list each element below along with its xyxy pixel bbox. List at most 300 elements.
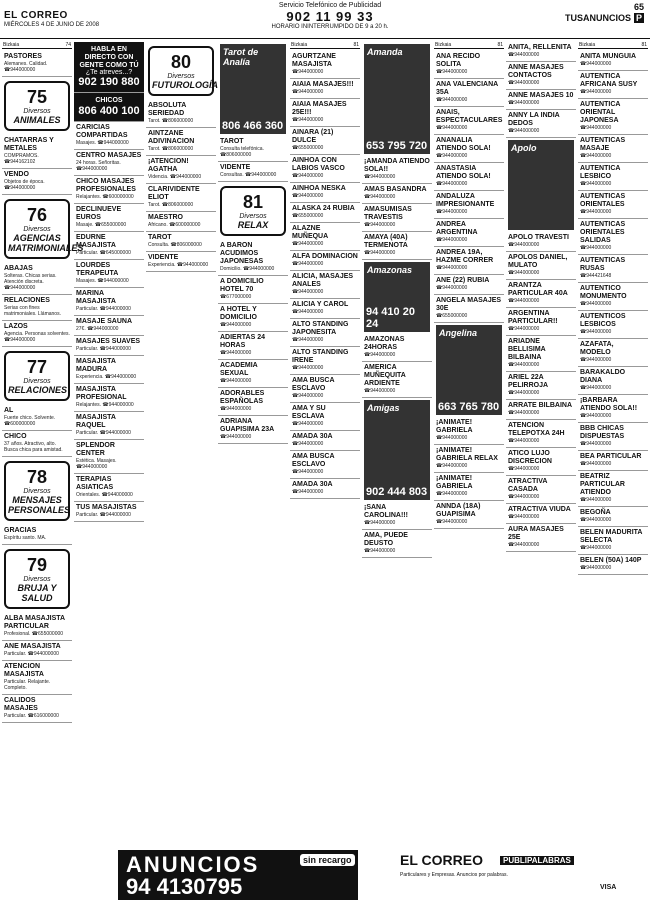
ad-body: ☎944000000 — [292, 193, 324, 199]
classified-ad — [74, 502, 144, 522]
ad-title: ALTO STANDING IRENE — [292, 349, 349, 364]
ad-body: Objetos de época. ☎944000000 — [4, 179, 45, 191]
classified-ad — [74, 232, 144, 260]
ad-title: AUTENTICA AFRICANA SUSY — [580, 73, 638, 88]
ad-body: Experiencia. ☎944000000 — [148, 262, 209, 268]
ad-body: ☎944000000 — [580, 441, 612, 447]
ad-title: CALIDOS MASAJES — [4, 697, 38, 712]
classified-ad — [218, 276, 288, 304]
ad-body: 37 años. Atractivo, alto. Busca chica para amistad. — [4, 441, 63, 453]
classified-ad — [434, 191, 504, 219]
ad-body: ☎944000000 — [436, 153, 468, 159]
classified-ad — [434, 247, 504, 275]
classified-ad — [74, 288, 144, 316]
ad-body: ☎944000000 — [292, 441, 324, 447]
classified-ad — [2, 321, 72, 347]
classified-ad — [146, 212, 216, 232]
ad-title: ANDREA 19A, HAZME CORRER — [436, 249, 494, 264]
ad-title: AINTZANE ADIVINACION — [148, 130, 195, 145]
ad-title: ARIEL 22A PELIRROJA — [508, 374, 549, 389]
category-box — [4, 461, 70, 521]
photo-ad-label: Apolo — [511, 143, 537, 153]
classified-ad — [434, 51, 504, 79]
category-box — [148, 46, 218, 96]
photo-ad-label: Tarot de Analía — [223, 47, 259, 67]
ad-body: Africano. ☎600000000 — [148, 222, 201, 228]
classified-ad — [506, 232, 576, 252]
ad-body: Consultas. ☎944000000 — [220, 172, 277, 178]
ad-title: ARRATE BILBAINA — [508, 402, 573, 409]
photo-ad-phone: 663 765 780 — [438, 401, 500, 413]
ad-title: VIDENTE — [148, 254, 179, 261]
ad-title: AMA BUSCA ESCLAVO — [292, 377, 335, 392]
photo-ad-label: Amanda — [367, 47, 403, 57]
ad-title: AL — [4, 407, 14, 414]
classified-column — [362, 42, 432, 847]
classified-ad — [434, 417, 504, 445]
ad-title: ¡BARBARA ATIENDO SOLA!! — [580, 397, 638, 412]
classified-ad — [218, 416, 288, 444]
classified-ad — [218, 332, 288, 360]
display-ad — [74, 42, 144, 93]
ad-body: Masajes. ☎944000000 — [76, 278, 129, 284]
ad-title: ARANTZA PARTICULAR 40A — [508, 282, 568, 297]
classified-column — [74, 42, 144, 847]
classified-ad — [578, 507, 648, 527]
classified-ad — [506, 524, 576, 552]
ad-body: ☎944000000 — [580, 245, 612, 251]
classified-ad — [218, 240, 288, 276]
ad-body: ☎944000000 — [580, 413, 612, 419]
ad-body: ☎944000000 — [580, 181, 612, 187]
category-desc: Diversos — [23, 576, 51, 583]
classified-column — [290, 42, 360, 847]
ad-body: ☎944000000 — [220, 350, 252, 356]
classified-ad — [434, 295, 504, 323]
ad-body: ☎944000000 — [364, 352, 396, 358]
classified-ad — [290, 79, 360, 99]
ad-title: MASAJISTA MADURA — [76, 358, 116, 373]
classified-ad — [2, 431, 72, 457]
classified-ad — [578, 311, 648, 339]
classified-ad — [74, 204, 144, 232]
category-number: 80 — [170, 52, 192, 72]
sin-recargo-badge: sin recargo — [300, 854, 355, 866]
ad-body: ☎944000000 — [364, 194, 396, 200]
ad-title: MARINA MASAJISTA — [76, 290, 116, 305]
ad-body: ☎944000000 — [508, 514, 540, 520]
ad-body: ☎944000000 — [364, 250, 396, 256]
visa-logo: VISA — [600, 884, 617, 891]
ad-body: ☎944000000 — [292, 393, 324, 399]
ad-body: Tarot. ☎806000000 — [148, 118, 194, 124]
ad-title: ANITA, RELLENITA — [508, 44, 572, 51]
ad-title: TERAPIAS ASIATICAS — [76, 476, 114, 491]
ad-body: ☎944000000 — [580, 125, 612, 131]
ad-body: ☎944000000 — [364, 222, 396, 228]
ad-title: ANE MASAJISTA — [4, 643, 61, 650]
classified-ad — [2, 51, 72, 77]
ad-title: AMAS BASANDRA — [364, 186, 427, 193]
ad-phone: 806 400 100 — [78, 105, 140, 117]
classified-ad — [578, 527, 648, 555]
category-name: FUTUROLOGÍA — [152, 80, 218, 90]
category-number: 79 — [26, 555, 48, 575]
ad-body: ☎944000000 — [580, 329, 612, 335]
ad-body: ☎944000000 — [220, 378, 252, 384]
ad-body: ☎944000000 — [292, 261, 324, 267]
ad-title: AURA MASAJES 25E — [508, 526, 564, 541]
ad-body: ☎944000000 — [292, 365, 324, 371]
ad-body: Particular. Relajante. Completo. — [4, 679, 51, 691]
classified-ad — [74, 440, 144, 474]
ad-body: Videncia. ☎944000000 — [148, 174, 202, 180]
classified-ad — [2, 169, 72, 195]
ad-body: ☎944000000 — [508, 362, 540, 368]
anuncios-word: ANUNCIOS — [126, 852, 260, 877]
classified-ad — [578, 255, 648, 283]
ad-title: ALTO STANDING JAPONESITA — [292, 321, 349, 336]
ad-title: ALASKA 24 RUBIA — [292, 205, 355, 212]
classified-ad — [434, 107, 504, 135]
ad-title: ANA RECIDO SOLITA — [436, 53, 481, 68]
ad-title: ATICO LUJO DISCRECION — [508, 450, 552, 465]
ad-body: ☎944000000 — [436, 237, 468, 243]
classified-ad — [290, 183, 360, 203]
ad-body: ☎944000000 — [292, 489, 324, 495]
ad-title: RELACIONES — [4, 297, 50, 304]
ad-body: ☎944000000 — [580, 461, 612, 467]
ad-body: Experiencia. ☎944000000 — [76, 374, 137, 380]
classified-ad — [506, 420, 576, 448]
classified-ad — [290, 223, 360, 251]
classified-ad — [290, 403, 360, 431]
ad-body: ☎944000000 — [436, 435, 468, 441]
ad-title: ¡ANIMATE! GABRIELA — [436, 419, 473, 434]
ad-title: ALICIA, MASAJES ANALES — [292, 273, 354, 288]
ad-title: HABLA EN DIRECTO CON GENTE COMO TÚ — [79, 46, 139, 69]
ad-title: BELEN (50A) 140P — [580, 557, 642, 564]
ad-title: DECLINUEVE EUROS — [76, 206, 122, 221]
classified-ad — [506, 280, 576, 308]
classified-ad — [506, 400, 576, 420]
ad-body: ☎944421648 — [580, 273, 612, 279]
ad-title: AMAYA (40A) TERMENOTA — [364, 234, 408, 249]
classified-ad — [2, 641, 72, 661]
category-number: 78 — [26, 467, 48, 487]
classified-ad — [74, 122, 144, 150]
ad-body: Particular. ☎616000000 — [4, 713, 59, 719]
classified-ad — [218, 388, 288, 416]
classified-ad — [290, 375, 360, 403]
column-region: Bizkaia — [291, 42, 308, 48]
ad-title: ADRIANA GUAPISIMA 23A — [220, 418, 275, 433]
service-hours: HORARIO ININTERRUMPIDO DE 9 a 20 h. — [271, 24, 389, 30]
classified-ad — [290, 431, 360, 451]
ad-body: Tarot. ☎806000000 — [148, 146, 194, 152]
ad-title: ATRACTIVA CASADA — [508, 478, 548, 493]
classified-ad — [506, 448, 576, 476]
ad-title: ANDREA ARGENTINA — [436, 221, 478, 236]
ad-title: GRACIAS — [4, 527, 37, 534]
ad-body: ☎944000000 — [436, 69, 468, 75]
ad-title: AIAIA MASAJES!!! — [292, 81, 354, 88]
ad-body: ☎944000000 — [508, 466, 540, 472]
ad-body: Profesional. ☎655000000 — [4, 631, 64, 637]
ad-title: CARICIAS COMPARTIDAS — [76, 124, 128, 139]
ad-title: AMAZONAS 24HORAS — [364, 336, 405, 351]
ad-title: BEGOÑA — [580, 509, 611, 516]
ad-body: ☎944000000 — [580, 61, 612, 67]
classified-ad — [506, 372, 576, 400]
classified-ad — [290, 127, 360, 155]
classified-ad — [506, 308, 576, 336]
classified-ad — [74, 412, 144, 440]
classified-ad — [578, 423, 648, 451]
ad-title: ALAZNE MUÑEQUA — [292, 225, 329, 240]
paper-name: EL CORREO — [4, 10, 68, 21]
category-desc: Diversos — [167, 73, 195, 80]
section-name: TUSANUNCIOS — [564, 13, 631, 23]
ad-body: COMPRAMOS. ☎944162102 — [4, 153, 39, 165]
ad-body: ☎944000000 — [436, 125, 468, 131]
ad-title: VIDENTE — [220, 164, 251, 171]
photo-ad-label: Amigas — [367, 403, 400, 413]
ad-body: ☎944000000 — [508, 298, 540, 304]
classified-column — [578, 42, 648, 847]
ad-body: Particular. ☎944000000 — [76, 306, 131, 312]
ad-title: ¡ATENCION! AGATHA — [148, 158, 189, 173]
classified-ad — [578, 367, 648, 395]
ad-body: ☎944000000 — [580, 301, 612, 307]
ad-body: Domicilio. ☎944000000 — [220, 266, 275, 272]
ad-title: ANNE MASAJES CONTACTOS — [508, 64, 564, 79]
footer-subtext: Particulares y Empresas. Anuncios por palabras. — [400, 872, 508, 878]
classified-ad — [578, 451, 648, 471]
category-number: 77 — [26, 357, 48, 377]
classified-ad — [74, 474, 144, 502]
classified-ad — [290, 479, 360, 499]
classified-ad — [506, 504, 576, 524]
category-desc: Diversos — [23, 488, 51, 495]
ad-title: APOLO TRAVESTI — [508, 234, 569, 241]
ad-title: BEATRIZ PARTICULAR ATIENDO — [580, 473, 625, 496]
ad-title: ATENCION MASAJISTA — [4, 663, 44, 678]
ad-body: ☎944000000 — [292, 421, 324, 427]
classified-ad — [362, 502, 432, 530]
category-number: 81 — [242, 192, 264, 212]
ad-title: ANE (22) RUBIA — [436, 277, 490, 284]
classified-ad — [290, 203, 360, 223]
classified-ad — [362, 530, 432, 558]
classified-ad — [2, 405, 72, 431]
ad-title: A DOMICILIO HOTEL 70 — [220, 278, 264, 293]
ad-body: ☎944000000 — [292, 289, 324, 295]
classified-ad — [578, 99, 648, 135]
ad-body: ☎944000000 — [364, 388, 396, 394]
photo-ad-phone: 653 795 720 — [366, 140, 428, 152]
ad-body: Consulta. ☎806000000 — [148, 242, 202, 248]
ad-body: ☎944000000 — [580, 497, 612, 503]
classified-ad — [506, 476, 576, 504]
ad-title: ARIADNE BELLISIMA BILBAINA — [508, 338, 546, 361]
ad-title: MASAJES SUAVES — [76, 338, 141, 345]
ad-body: ☎944000000 — [580, 89, 612, 95]
ad-title: CLARIVIDENTE ELIOT — [148, 186, 200, 201]
ad-body: Consulta telefónica. ☎806000000 — [220, 146, 264, 158]
ad-body: Particular. ☎944000000 — [76, 512, 131, 518]
category-desc: Diversos — [23, 226, 51, 233]
classified-ad — [434, 135, 504, 163]
ad-body: ☎944000000 — [364, 520, 396, 526]
classified-columns — [2, 42, 648, 847]
classified-ad — [578, 339, 648, 367]
ad-body: Masajes. ☎944000000 — [76, 140, 129, 146]
ad-body: ☎944000000 — [508, 410, 540, 416]
classified-ad — [290, 155, 360, 183]
classified-ad — [578, 51, 648, 71]
classified-ad — [146, 100, 216, 128]
classified-ad — [2, 295, 72, 321]
ad-title: AUTENTICA ORIENTAL JAPONESA — [580, 101, 621, 124]
classified-ad — [578, 395, 648, 423]
ad-body: Relajantes. ☎944000000 — [76, 402, 134, 408]
classified-ad — [218, 162, 288, 182]
ad-body: ☎944000000 — [220, 434, 252, 440]
issue-date: MIÉRCOLES 4 DE JUNIO DE 2008 — [4, 22, 100, 28]
ad-title: ANA VALENCIANA 35A — [436, 81, 498, 96]
ad-body: Particular. ☎944000000 — [76, 346, 131, 352]
ad-body: ☎655000000 — [436, 313, 468, 319]
ad-title: ALICIA Y CAROL — [292, 301, 349, 308]
ad-body: ☎944000000 — [292, 117, 324, 123]
ad-body: ☎944000000 — [508, 438, 540, 444]
ad-body: ☎944000000 — [508, 390, 540, 396]
ad-body: ☎944000000 — [220, 406, 252, 412]
ad-body: 24 horas. Señoritas. ☎944000000 — [76, 160, 121, 172]
ad-title: AUTENTICO MONUMENTO — [580, 285, 627, 300]
ad-title: ANAIS, ESPECTACULARES — [436, 109, 503, 124]
classified-ad — [2, 525, 72, 545]
classified-ad — [74, 336, 144, 356]
classified-ad — [578, 219, 648, 255]
classified-ad — [218, 304, 288, 332]
ad-title: AMA Y SU ESCLAVA — [292, 405, 326, 420]
ad-title: ADIERTAS 24 HORAS — [220, 334, 265, 349]
ad-body: Particular. ☎645000000 — [76, 250, 131, 256]
ad-body: Particular. ☎944000000 — [76, 430, 131, 436]
ad-body: ☎655000000 — [292, 213, 324, 219]
category-name: RELACIONES — [8, 385, 68, 395]
ad-title: AMADA 30A — [292, 433, 333, 440]
column-region: Bizkaia — [435, 42, 452, 48]
classified-ad — [506, 252, 576, 280]
ad-body: ☎944000000 — [508, 128, 540, 134]
ad-title: AMERICA MUÑEQUITA ARDIENTE — [364, 364, 406, 387]
photo-ad-phone: 806 466 360 — [222, 120, 284, 132]
ad-title: AGURTZANE MASAJISTA — [292, 53, 336, 68]
ad-title: BELEN MADURITA SELECTA — [580, 529, 643, 544]
ad-body: ☎944000000 — [580, 565, 612, 571]
category-desc: Diversos — [23, 108, 51, 115]
ad-title: CHATARRAS Y METALES — [4, 137, 54, 152]
ad-body: ☎944000000 — [292, 241, 324, 247]
ad-body: ☎944000000 — [508, 52, 540, 58]
page-header — [0, 0, 650, 40]
ad-title: ¡SANA CAROLINA!!! — [364, 504, 408, 519]
ad-body: ☎944000000 — [436, 97, 468, 103]
classified-ad — [434, 79, 504, 107]
ad-title: MASAJISTA PROFESIONAL — [76, 386, 127, 401]
ad-title: CHICO — [4, 433, 27, 440]
anuncios-phone: 94 4130795 — [126, 874, 243, 899]
ad-title: PASTORES — [4, 53, 42, 60]
classified-ad — [362, 334, 432, 362]
photo-ad — [364, 262, 430, 332]
category-name: AGENCIAS MATRIMONIALES — [8, 233, 84, 253]
ad-title: MASAJE SAUNA — [76, 318, 133, 325]
page-footer — [0, 850, 650, 902]
ad-body: ☎944000000 — [436, 491, 468, 497]
ad-title: AUTENTICA LESBICO — [580, 165, 621, 180]
classified-ad — [506, 336, 576, 372]
ad-body: Estética. Masajes. ☎944000000 — [76, 458, 117, 470]
ad-title: ABSOLUTA SERIEDAD — [148, 102, 187, 117]
ad-title: TAROT — [148, 234, 172, 241]
column-region: Bizkaia — [3, 42, 20, 48]
classified-ad — [218, 136, 288, 162]
ad-body: Serias con fines matrimoniales. Llámanos. — [4, 305, 61, 317]
classified-ad — [506, 62, 576, 90]
classified-ad — [218, 360, 288, 388]
ad-body: ☎944000000 — [580, 385, 612, 391]
classified-ad — [578, 191, 648, 219]
classified-ad — [362, 184, 432, 204]
ad-body: Masaje. ☎655000000 — [76, 222, 127, 228]
ad-body: ☎944000000 — [580, 545, 612, 551]
column-code: 74 — [65, 42, 71, 48]
ad-body: ☎944000000 — [580, 517, 612, 523]
ad-title: ¡ANIMATE! GABRIELA RELAX — [436, 447, 498, 462]
ad-body: ☎944000000 — [292, 309, 324, 315]
classified-ad — [362, 362, 432, 398]
classified-ad — [578, 71, 648, 99]
ad-title: ANGELA MASAJES 30E — [436, 297, 502, 312]
publipalabras-label: PUBLIPALABRAS — [500, 856, 574, 865]
category-name: MENSAJES PERSONALES — [8, 495, 71, 515]
ad-title: CHICO MASAJES PROFESIONALES — [76, 178, 136, 193]
ad-body: ☎944000000 — [580, 209, 612, 215]
ad-title: AMA BUSCA ESCLAVO — [292, 453, 335, 468]
ad-title: ALBA MASAJISTA PARTICULAR — [4, 615, 65, 630]
ad-title: AINHOA NESKA — [292, 185, 346, 192]
ad-body: ☎677000000 — [220, 294, 252, 300]
classified-ad — [362, 232, 432, 260]
column-code: 81 — [641, 42, 647, 48]
ad-body: ☎944000000 — [292, 89, 324, 95]
ad-phone: 902 190 880 — [78, 76, 140, 88]
ad-body: Solteras. Chicas serias. Atención discreta. ☎944000000 — [4, 273, 57, 291]
ad-body: Alemanes. Calidad. ☎944000000 — [4, 61, 48, 73]
classified-ad — [146, 156, 216, 184]
ad-body: Espíritu santo. MA. — [4, 535, 47, 541]
ad-title: TUS MASAJISTAS — [76, 504, 137, 511]
ad-title: VENDO — [4, 171, 29, 178]
classified-ad — [290, 451, 360, 479]
ad-body: ☎944000000 — [292, 337, 324, 343]
classified-ad — [2, 263, 72, 295]
ad-title: AZAFATA, MODELO — [580, 341, 614, 356]
